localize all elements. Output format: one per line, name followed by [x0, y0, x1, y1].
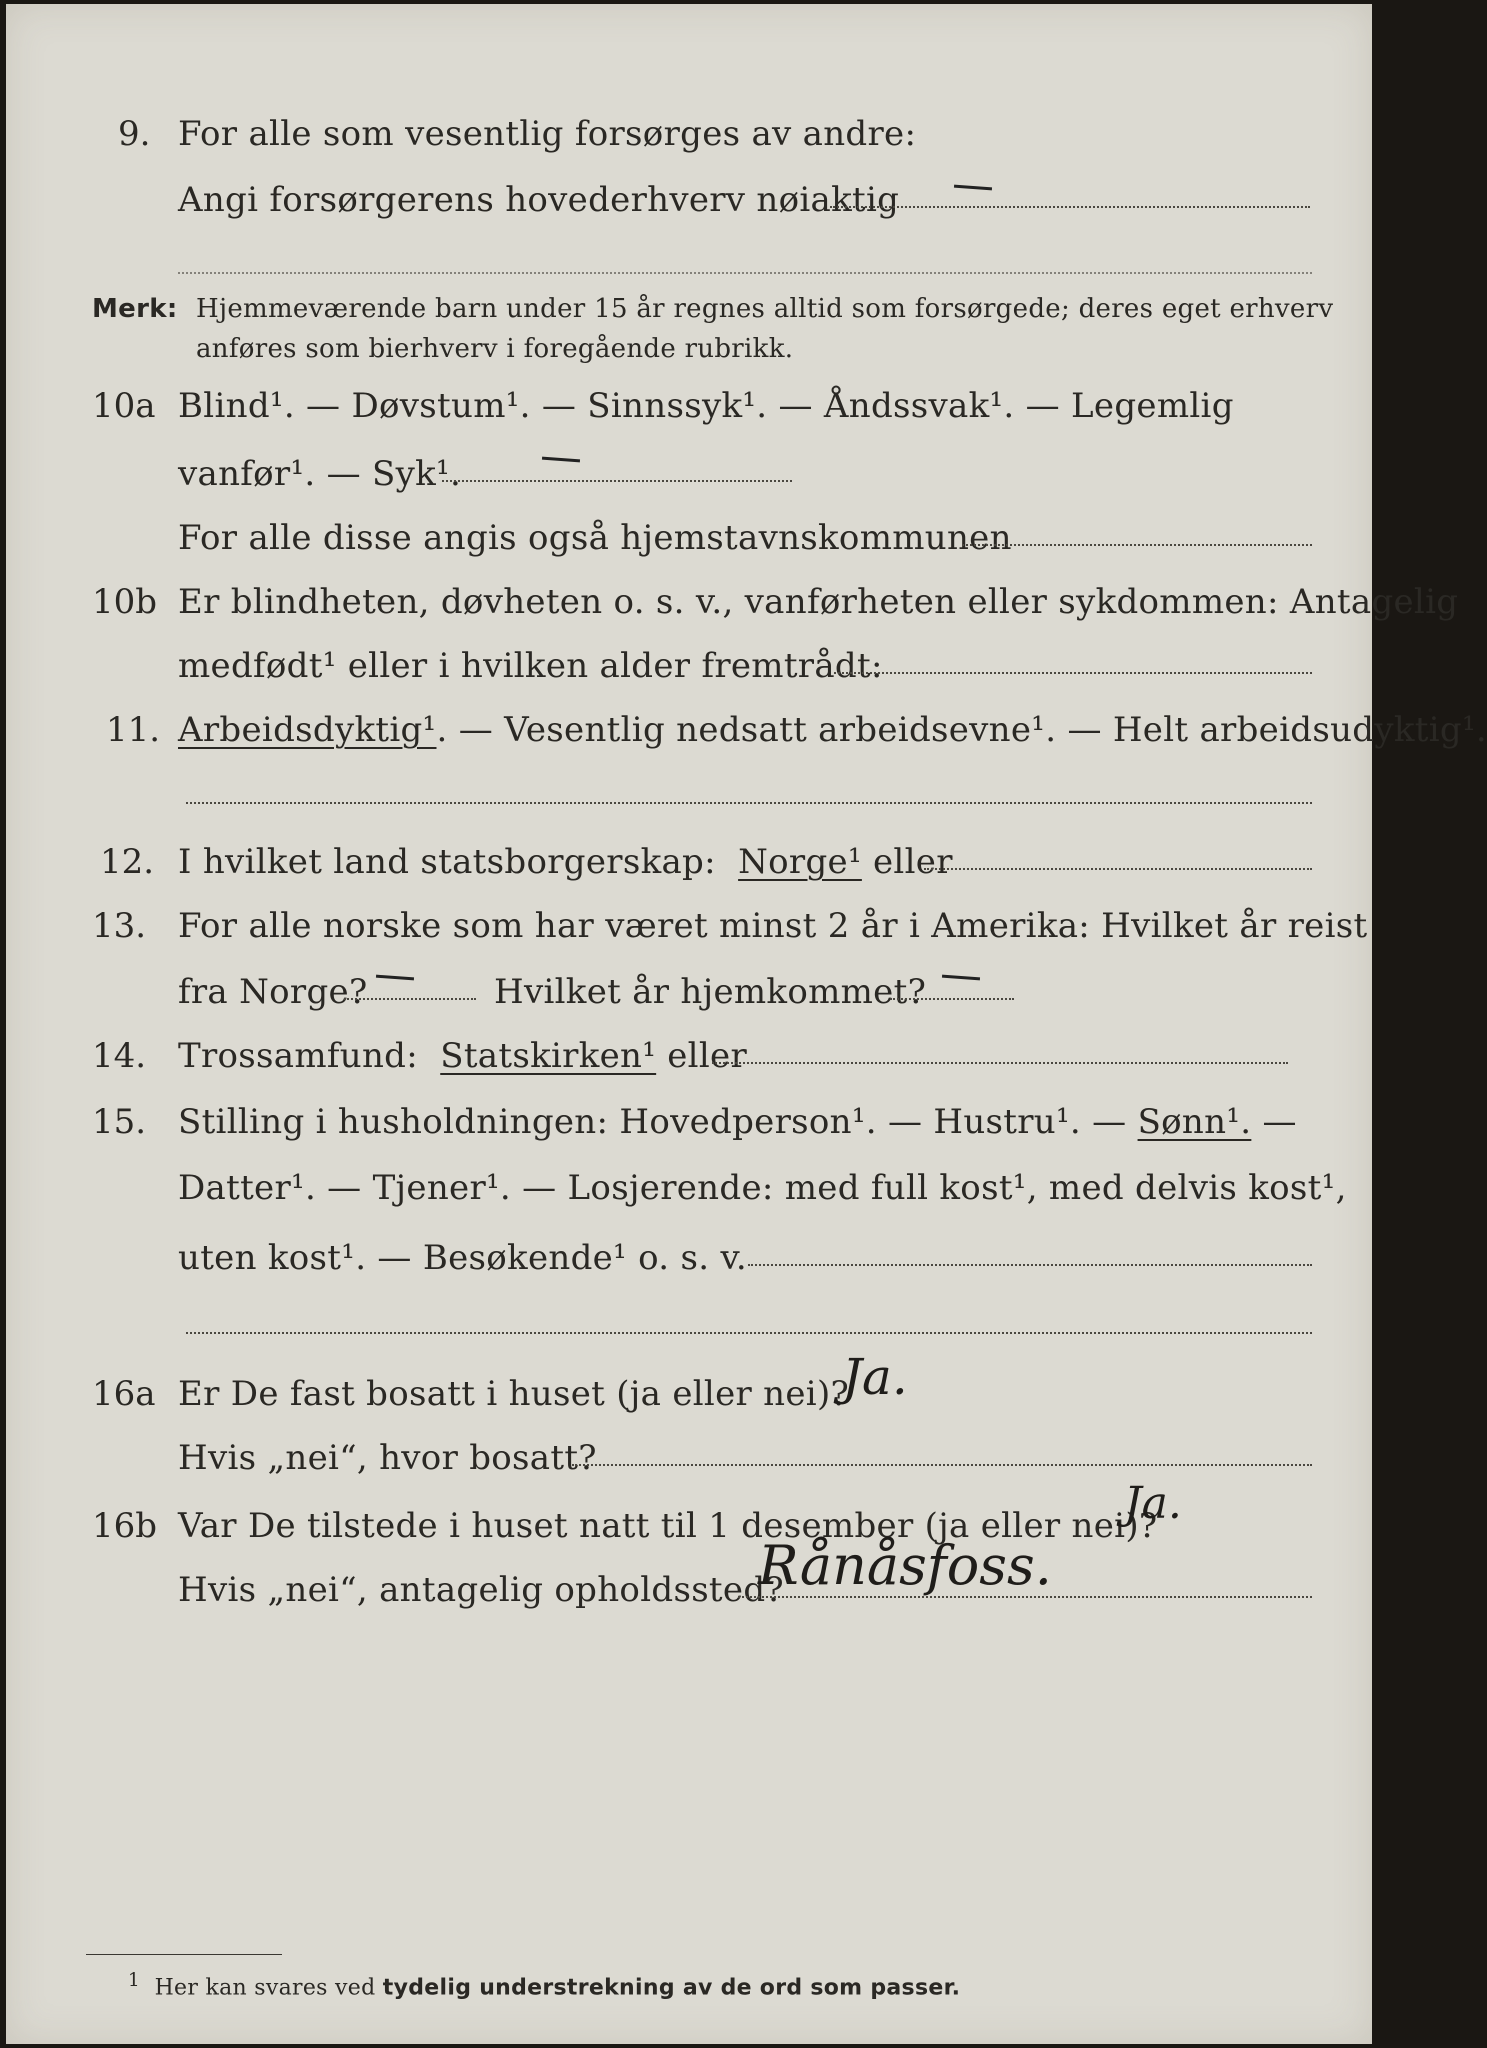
q12-answer-line	[924, 868, 1312, 870]
q11-rest: . — Vesentlig nedsatt arbeidsevne¹. — Helt arbeidsudyktig¹.	[436, 710, 1487, 750]
q11-answer-line	[186, 802, 1312, 804]
item-number-9: 9.	[118, 114, 151, 154]
q16b-line1: Var De tilstede i huset natt til 1 desember (ja eller nei)?	[178, 1506, 1158, 1546]
q11-option-arbeidsdyktig: Arbeidsdyktig¹	[178, 710, 437, 750]
q10b-answer-line	[834, 672, 1312, 674]
q14-question: Trossamfund:	[178, 1036, 419, 1076]
q16a-bosatt-line	[572, 1464, 1312, 1466]
q10a-hjemstavn-line	[962, 544, 1312, 546]
q14-answer-line	[712, 1062, 1288, 1064]
q16b-handwritten-answer: Ja.	[1124, 1478, 1182, 1529]
q9-line1: For alle som vesentlig forsørges av andre:	[178, 114, 917, 154]
q12-option-norge: Norge¹	[738, 842, 862, 882]
q10a-syk-line	[442, 480, 792, 482]
q11-text	[178, 710, 1487, 750]
item-number-15: 15.	[92, 1102, 147, 1142]
footnote	[128, 1970, 960, 2000]
q13-line1: For alle norske som har været minst 2 år i Amerika: Hvilket år reist	[178, 906, 1368, 946]
q14-eller: eller	[667, 1036, 748, 1076]
merk-line1: Hjemmeværende barn under 15 år regnes alltid som forsørgede; deres eget erhverv	[196, 294, 1334, 324]
q15-option-sonn: Sønn¹.	[1137, 1102, 1252, 1142]
merk-line2: anføres som bierhverv i foregående rubrikk.	[196, 334, 794, 364]
q15-line1-dash: —	[1262, 1102, 1297, 1142]
q10a-dash-mark	[542, 457, 580, 463]
q13-line2b: Hvilket år hjemkommet?	[494, 972, 927, 1012]
q15-line1	[178, 1102, 1297, 1142]
item-number-10a: 10a	[92, 386, 156, 426]
item-number-11: 11.	[106, 710, 161, 750]
q16b-line2: Hvis „nei“, antagelig opholdssted?	[178, 1570, 784, 1610]
q14-text	[178, 1036, 747, 1076]
q10b-line1: Er blindheten, døvheten o. s. v., vanførheten eller sykdommen: Antagelig	[178, 582, 1459, 622]
q13-hjemkommet-dash	[942, 975, 980, 981]
q13-reist-line	[344, 998, 476, 1000]
footnote-bold: tydelig understrekning av de ord som passer.	[382, 1975, 961, 2001]
q13-line2a: fra Norge?	[178, 972, 368, 1012]
q9-separator	[178, 272, 1312, 274]
footnote-mark: 1	[128, 1970, 140, 1991]
q15-line2: Datter¹. — Tjener¹. — Losjerende: med full kost¹, med delvis kost¹,	[178, 1168, 1347, 1208]
q10a-line3: For alle disse angis også hjemstavnskommunen	[178, 518, 1012, 558]
q15-line1-text: Stilling i husholdningen: Hovedperson¹. — Hustru¹. —	[178, 1102, 1127, 1142]
item-number-13: 13.	[92, 906, 147, 946]
item-number-14: 14.	[92, 1036, 147, 1076]
q16b-handwritten-place: Rånåsfoss.	[758, 1534, 1052, 1597]
q12-text	[178, 842, 953, 882]
q9-dash-mark	[954, 185, 992, 191]
q10a-line1: Blind¹. — Døvstum¹. — Sinnssyk¹. — Åndssvak¹. — Legemlig	[178, 386, 1234, 426]
q16a-line1: Er De fast bosatt i huset (ja eller nei)?	[178, 1374, 850, 1414]
q13-hjemkommet-line	[890, 998, 1014, 1000]
q16a-handwritten-answer: Ja.	[842, 1348, 908, 1406]
q10b-line2: medfødt¹ eller i hvilken alder fremtrådt:	[178, 646, 883, 686]
q13-reist-dash	[376, 975, 414, 981]
footnote-text: Her kan svares ved	[154, 1975, 376, 2001]
q9-answer-line	[830, 206, 1310, 208]
q15-line3: uten kost¹. — Besøkende¹ o. s. v.	[178, 1238, 748, 1278]
q12-eller: eller	[873, 842, 953, 882]
item-number-10b: 10b	[92, 582, 158, 622]
q15-extra-line	[186, 1332, 1312, 1334]
q16a-line2: Hvis „nei“, hvor bosatt?	[178, 1438, 597, 1478]
q14-option-statskirken: Statskirken¹	[440, 1036, 657, 1076]
merk-label: Merk:	[92, 294, 178, 324]
q12-question: I hvilket land statsborgerskap:	[178, 842, 716, 882]
q15-answer-line	[748, 1264, 1312, 1266]
q10a-line2: vanfør¹. — Syk¹.	[178, 454, 462, 494]
footnote-rule	[86, 1954, 282, 1955]
item-number-12: 12.	[100, 842, 155, 882]
item-number-16b: 16b	[92, 1506, 158, 1546]
census-form-page	[6, 4, 1487, 2044]
item-number-16a: 16a	[92, 1374, 156, 1414]
q9-line2: Angi forsørgerens hovederhverv nøiaktig	[178, 180, 900, 220]
